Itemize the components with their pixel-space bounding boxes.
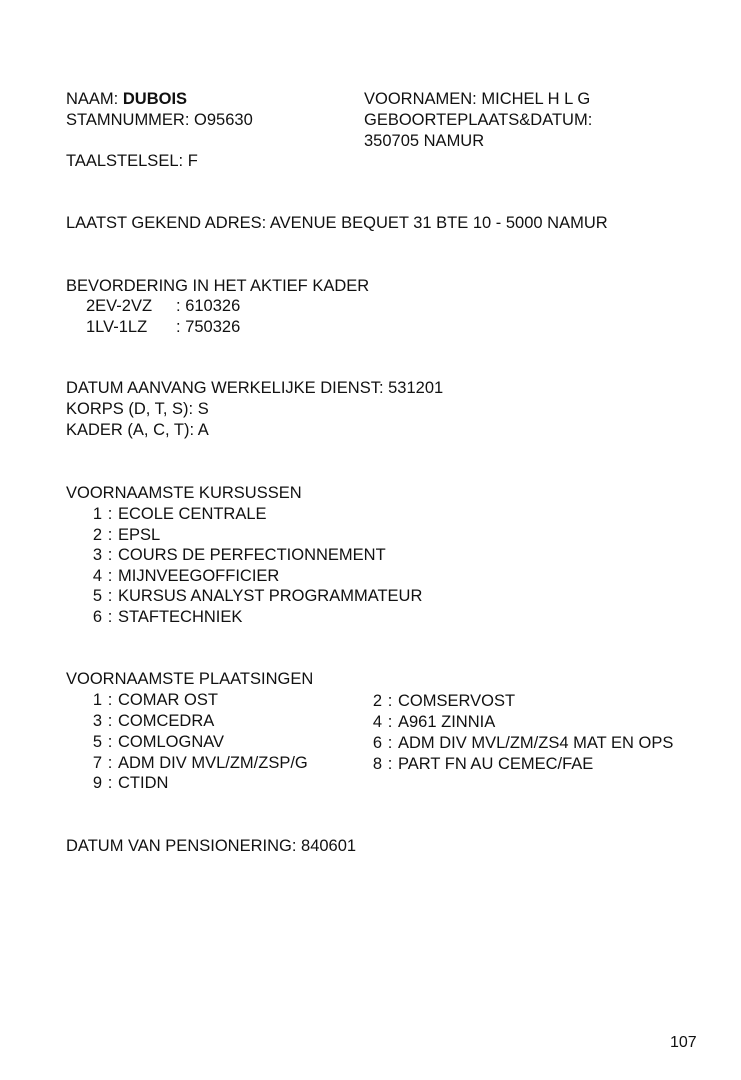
course-text: COURS DE PERFECTIONNEMENT xyxy=(118,546,386,564)
course-number: 6 xyxy=(92,608,102,626)
posting-item xyxy=(86,753,308,774)
posting-number: 4 xyxy=(372,713,382,731)
course-sep: : xyxy=(107,505,113,523)
promotion-date: 750326 xyxy=(185,318,241,336)
course-number: 5 xyxy=(92,587,102,605)
course-sep: : xyxy=(107,526,113,544)
voornamen-line xyxy=(364,89,590,110)
posting-sep: : xyxy=(107,733,113,751)
course-text: STAFTECHNIEK xyxy=(118,608,243,626)
posting-text: COMSERVOST xyxy=(398,692,516,710)
geboorte-label: GEBOORTEPLAATS&DATUM: xyxy=(364,111,593,129)
course-number: 3 xyxy=(92,546,102,564)
course-number: 4 xyxy=(92,567,102,585)
posting-text: PART FN AU CEMEC/FAE xyxy=(398,755,594,773)
posting-item xyxy=(86,711,214,732)
stamnummer-value: O95630 xyxy=(194,111,253,129)
posting-text: COMAR OST xyxy=(118,691,218,709)
posting-number: 5 xyxy=(92,733,102,751)
posting-sep: : xyxy=(387,734,393,752)
posting-item xyxy=(366,733,673,754)
address-line xyxy=(66,213,608,234)
course-sep: : xyxy=(107,587,113,605)
course-text: EPSL xyxy=(118,526,161,544)
pension-label: DATUM VAN PENSIONERING: xyxy=(66,837,297,855)
posting-text: COMCEDRA xyxy=(118,712,215,730)
promotion-sep: : xyxy=(176,297,181,315)
kader-line xyxy=(66,420,209,441)
posting-number: 7 xyxy=(92,754,102,772)
posting-text: A961 ZINNIA xyxy=(398,713,496,731)
taalstelsel-label: TAALSTELSEL: xyxy=(66,152,184,170)
posting-item xyxy=(366,712,495,733)
page-number: 107 xyxy=(670,1034,697,1051)
pension-line xyxy=(66,836,356,857)
naam-value: DUBOIS xyxy=(122,90,188,108)
course-item xyxy=(86,504,267,525)
course-sep: : xyxy=(107,608,113,626)
kader-label: KADER (A, C, T): xyxy=(66,421,195,439)
posting-number: 3 xyxy=(92,712,102,730)
address-value: AVENUE BEQUET 31 BTE 10 - 5000 NAMUR xyxy=(269,214,608,232)
course-number: 1 xyxy=(92,505,102,523)
taalstelsel-line xyxy=(66,151,198,172)
service-start-label: DATUM AANVANG WERKELIJKE DIENST: xyxy=(66,379,384,397)
course-item xyxy=(86,607,242,628)
promotion-code: 1LV-1LZ xyxy=(86,318,148,336)
course-number: 2 xyxy=(92,526,102,544)
korps-value: S xyxy=(197,400,209,418)
naam-label: NAAM: xyxy=(66,90,119,108)
promotion-item xyxy=(86,296,240,317)
course-sep: : xyxy=(107,567,113,585)
posting-sep: : xyxy=(107,712,113,730)
posting-item xyxy=(366,754,593,775)
posting-item xyxy=(86,773,168,794)
geboorte-value: 350705 NAMUR xyxy=(364,132,485,150)
voornamen-value: MICHEL H L G xyxy=(481,90,591,108)
posting-text: ADM DIV MVL/ZM/ZS4 MAT EN OPS xyxy=(398,734,674,752)
posting-sep: : xyxy=(387,713,393,731)
posting-text: CTIDN xyxy=(118,774,169,792)
pension-value: 840601 xyxy=(301,837,357,855)
posting-sep: : xyxy=(387,692,393,710)
posting-number: 8 xyxy=(372,755,382,773)
stamnummer-line xyxy=(66,110,253,131)
course-item xyxy=(86,545,386,566)
posting-item xyxy=(86,690,218,711)
posting-number: 2 xyxy=(372,692,382,710)
promotion-date: 610326 xyxy=(185,297,241,315)
course-text: ECOLE CENTRALE xyxy=(118,505,267,523)
posting-text: ADM DIV MVL/ZM/ZSP/G xyxy=(118,754,308,772)
stamnummer-label: STAMNUMMER: xyxy=(66,111,190,129)
course-text: MIJNVEEGOFFICIER xyxy=(118,567,280,585)
posting-item xyxy=(366,691,515,712)
course-sep: : xyxy=(107,546,113,564)
posting-number: 6 xyxy=(372,734,382,752)
kader-value: A xyxy=(197,421,209,439)
postings-heading: VOORNAAMSTE PLAATSINGEN xyxy=(66,670,314,688)
taalstelsel-value: F xyxy=(187,152,198,170)
promotion-heading: BEVORDERING IN HET AKTIEF KADER xyxy=(66,277,370,295)
service-start-line xyxy=(66,378,443,399)
address-label: LAATST GEKEND ADRES: xyxy=(66,214,267,232)
posting-sep: : xyxy=(107,754,113,772)
promotion-sep: : xyxy=(176,318,181,336)
course-item xyxy=(86,525,160,546)
promotion-code: 2EV-2VZ xyxy=(86,297,153,315)
korps-label: KORPS (D, T, S): xyxy=(66,400,194,418)
posting-text: COMLOGNAV xyxy=(118,733,225,751)
service-start-value: 531201 xyxy=(388,379,444,397)
promotion-item xyxy=(86,317,240,338)
posting-sep: : xyxy=(107,691,113,709)
courses-heading: VOORNAAMSTE KURSUSSEN xyxy=(66,484,302,502)
naam-line xyxy=(66,89,187,110)
posting-number: 9 xyxy=(92,774,102,792)
posting-item xyxy=(86,732,224,753)
korps-line xyxy=(66,399,209,420)
course-item xyxy=(86,566,279,587)
course-text: KURSUS ANALYST PROGRAMMATEUR xyxy=(118,587,423,605)
posting-number: 1 xyxy=(92,691,102,709)
voornamen-label: VOORNAMEN: xyxy=(364,90,477,108)
posting-sep: : xyxy=(387,755,393,773)
course-item xyxy=(86,586,422,607)
posting-sep: : xyxy=(107,774,113,792)
